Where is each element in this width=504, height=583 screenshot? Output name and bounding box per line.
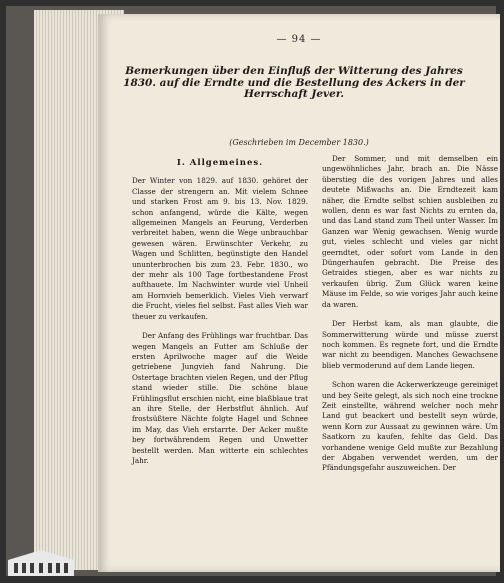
paragraph: Der Herbst kam, als man glaubte, die Sommerwitterung würde und müsse zuerst noch kommen. Es regnete fort, und die Erndte war nicht zu beendigen. Manches Gewachsene blieb vermoderund auf dem Lande liegen.: [322, 319, 498, 370]
paragraph: Der Winter von 1829. auf 1830. gehöret der Classe der strengern an. Mit vielem Schnee und starken Frost am 9. bis 13. Nov. 1829. schon anfangend, würde die Kälte, wegen allgemeinen Mangels an Feurung, Verderben verbreitet haben, wenn die Wege unbrauchbar gewesen wären. Erwünschter Verkehr, zu Wagen und Schlitten, begünstigte den Handel ununterbrochen bis zum 23. Febr. 1830., wo der mehr als 100 Tage fortbestandene Frost aufthauete. Im Nachwinter wurde viel Unheil am Hornvieh bemerklich. Vieles Vieh verwarf die Frucht, vieles fiel selbst. Fast alles Vieh war theuer zu verkaufen.: [132, 176, 308, 321]
paragraph: Schon waren die Ackerwerkzeuge gereiniget und bey Seite gelegt, als sich noch eine trockne Zeit einstellte, während welcher noch mehr Land gut beackert und bestellt seyn würde, wenn Korn zur Aussaat zu gewinnen wäre. Um Saatkorn zu kaufen, fehlte das Geld. Das vorhandene wenige Geld mußte zur Bezahlung der Abgaben verwendet werden, um der Pfändungsgefahr auszuweichen. Der: [322, 380, 498, 473]
left-column: [132, 154, 308, 475]
page-number: — 94 —: [276, 34, 322, 45]
paragraph: Der Sommer, und mit demselben ein ungewöhnliches Jahr, brach an. Die Nässe überstieg die des vorigen Jahres und alles deutete Mißwachs an. Die Erndtezeit kam näher, die Erndte selbst schien ausbleiben zu wollen, denn es war fast Nichts zu ernten da, und das Land stand zum Theil unter Wasser. Im Ganzen war Wenig gewachsen. Wenig wurde gut, vieles schlecht und vieles gar nicht geerndtet, oder sofort vom Lande in den Düngerhaufen gebracht. Die Preise des Getraides stiegen, aber es war nichts zu verkaufen übrig. Zum Glück waren keine Mäuse im Felde, so wie voriges Jahr auch keine da waren.: [322, 154, 498, 309]
library-logo-icon: [6, 548, 76, 578]
right-column: [322, 154, 498, 483]
book-page: [98, 14, 500, 572]
page-subtitle: (Geschrieben im December 1830.): [229, 138, 369, 147]
section-heading: I. Allgemeines.: [176, 158, 264, 168]
paragraph: Der Anfang des Frühlings war fruchtbar. Das wegen Mangels an Futter am Schluße der ersten Aprilwoche mager auf die Weide getriebene Jungvieh fand Nahrung. Die Ostertage brachten vielen Regen, und der Pflug stand wieder stille. Die schöne blaue Frühlingsflut erschien nicht, eine blaßblaue trat an ihre Stelle, der Herbstflut ähnlich. Auf frostsüßtere Nächte folgte Hagel und Schnee im May, das Vieh erstarrte. Der Acker mußte bey fortwährendem Regen und Unwetter bestellt werden. Man witterte ein schlechtes Jahr.: [132, 331, 308, 465]
page-title: Bemerkungen über den Einfluß der Witterung des Jahres 1830. auf die Erndte und die Bestellung des Ackers in der Herrschaft Jever.: [123, 65, 465, 100]
